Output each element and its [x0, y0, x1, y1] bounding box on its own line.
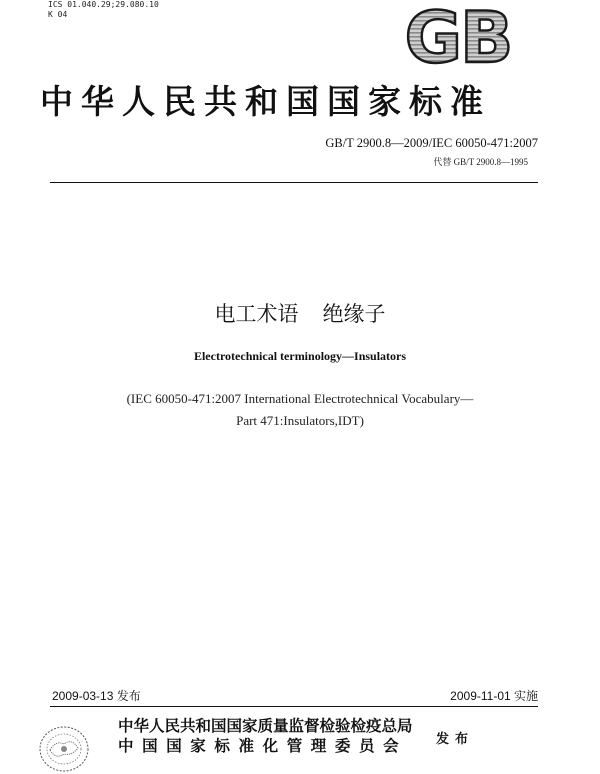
header-divider — [50, 182, 538, 183]
ccs-code: K 04 — [48, 10, 68, 19]
footer-divider — [50, 706, 538, 707]
gb-logo-text: GB — [404, 4, 512, 68]
issuer-sac: 中国国家标准化管理委员会 — [118, 736, 408, 755]
publish-label: 发布 — [436, 732, 475, 747]
issuer-seal-icon — [36, 724, 92, 774]
iec-reference-line1: (IEC 60050-471:2007 International Electrotechnical Vocabulary— — [126, 391, 474, 406]
document-title-part1: 电工术语 — [214, 302, 299, 326]
ics-classification — [48, 0, 159, 20]
gb-logo — [378, 4, 538, 68]
issue-date: 2009-03-13 发布 — [52, 689, 141, 703]
issuer-aqsiq: 中华人民共和国国家质量监督检验检疫总局 — [118, 716, 413, 735]
national-standard-title: 中华人民共和国国家标准 — [40, 82, 491, 121]
issuing-authorities — [118, 716, 413, 756]
replaces-standard: 代替 GB/T 2900.8—1995 — [433, 157, 528, 167]
document-title-english: Electrotechnical terminology—Insulators — [193, 349, 407, 363]
document-title-part2: 绝缘子 — [322, 302, 386, 326]
implementation-date: 2009-11-01 实施 — [450, 689, 538, 703]
iec-reference-line2: Part 471:Insulators,IDT) — [236, 413, 364, 428]
document-title-chinese — [0, 298, 600, 328]
ics-code: ICS 01.040.29;29.080.10 — [48, 0, 159, 9]
standard-number: GB/T 2900.8—2009/IEC 60050-471:2007 — [325, 136, 538, 150]
iec-reference — [0, 388, 600, 432]
